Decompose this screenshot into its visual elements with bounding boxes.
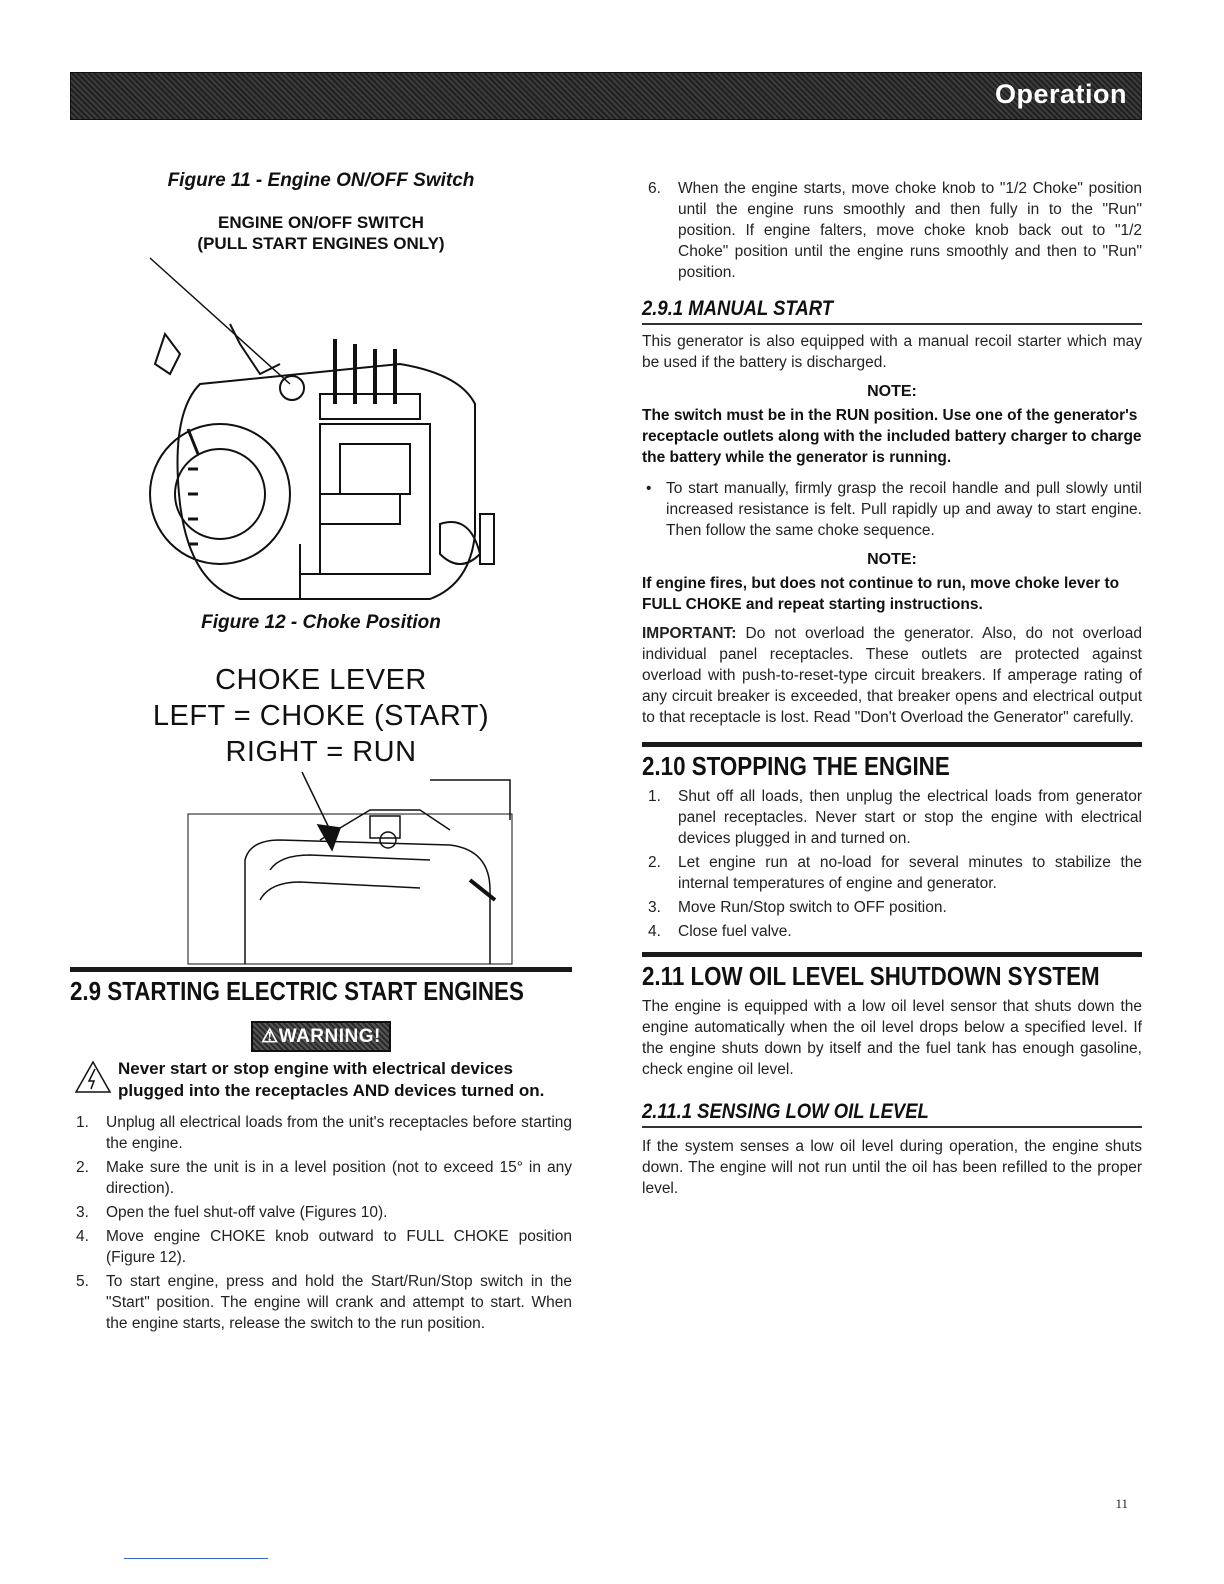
section-rule <box>642 952 1142 957</box>
start-steps-list <box>70 1112 572 1334</box>
list-item: 1. Unplug all electrical loads from the unit's receptacles before starting the engine. <box>76 1114 572 1152</box>
left-column <box>70 170 572 1337</box>
note-text: The switch must be in the RUN position. Use one of the generator's receptacle outlets along with the included battery charger to charge the battery while the generator is running. <box>642 407 1142 466</box>
list-item: 4. Move engine CHOKE knob outward to FULL CHOKE position (Figure 12). <box>76 1228 572 1266</box>
section-2-9-heading: 2.9 STARTING ELECTRIC START ENGINES <box>70 976 524 1006</box>
section-rule <box>642 742 1142 747</box>
note-text: If engine fires, but does not continue to run, move choke lever to FULL CHOKE and repeat starting instructions. <box>642 575 1120 613</box>
stop-steps-list <box>642 786 1142 942</box>
warning-text: Never start or stop engine with electrical devices plugged into the receptacles AND devices turned on. <box>118 1059 545 1100</box>
list-item: 6. When the engine starts, move choke knob to "1/2 Choke" position until the engine runs smoothly and then fully in to the "Run" position. If engine falters, move choke knob back out to "1/2 Choke" position until the engine runs smoothly and then to "Run" position. <box>648 180 1142 281</box>
section-rule <box>70 967 572 972</box>
warning-message <box>74 1058 572 1102</box>
sensing-low-oil-body: If the system senses a low oil level during operation, the engine shuts down. The engine will not run until the oil has been refilled to the proper level. <box>642 1138 1142 1197</box>
step-6-list <box>642 178 1142 283</box>
section-2-10-heading: 2.10 STOPPING THE ENGINE <box>642 751 950 781</box>
choke-lever-label <box>70 662 572 770</box>
footer-line <box>124 1558 268 1559</box>
note-label: NOTE: <box>867 383 917 400</box>
right-column <box>642 178 1142 1199</box>
warning-badge-wrap <box>70 1021 572 1052</box>
choke-illustration <box>70 770 572 965</box>
engine-illustration <box>70 254 572 606</box>
list-item: 4. Close fuel valve. <box>648 923 792 940</box>
choke-line-1: CHOKE LEVER <box>215 664 427 696</box>
list-item: 3. Open the fuel shut-off valve (Figures 10). <box>76 1204 388 1221</box>
important-paragraph: IMPORTANT: Do not overload the generator. Also, do not overload individual panel receptacles. These outlets are protected against overload with push-to-reset-type circuit breakers. If amperage rating of any circuit breaker is exceeded, that breaker opens and electrical output to that receptacle is lost. Read "Don't Overload the Generator" carefully. <box>642 625 1142 726</box>
engine-switch-callout <box>70 212 572 254</box>
page-number: 11 <box>1115 1496 1128 1511</box>
banner-title: Operation <box>994 79 1127 109</box>
bullet-mark: • <box>646 480 652 497</box>
subsection-2-11-1-heading: 2.11.1 SENSING LOW OIL LEVEL <box>642 1100 1142 1128</box>
important-label: IMPORTANT: <box>642 625 737 642</box>
list-item: 2. Let engine run at no-load for several minutes to stabilize the internal temperatures of engine and generator. <box>648 854 1142 892</box>
warning-badge: ⚠WARNING! <box>251 1021 391 1052</box>
figure-12-caption: Figure 12 - Choke Position <box>201 612 441 633</box>
manual-start-body: This generator is also equipped with a manual recoil starter which may be used if the battery is discharged. <box>642 333 1142 371</box>
list-item: 5. To start engine, press and hold the Start/Run/Stop switch in the "Start" position. The engine will crank and attempt to start. When the engine starts, release the switch to the run position. <box>76 1273 572 1332</box>
choke-line-2: LEFT = CHOKE (START) <box>152 700 490 732</box>
section-banner <box>70 72 1142 120</box>
list-item: 1. Shut off all loads, then unplug the electrical loads from generator panel receptacles. Never start or stop the engine with electrical devices plugged in and turned on. <box>648 788 1142 847</box>
note-label: NOTE: <box>867 551 917 568</box>
list-item: 3. Move Run/Stop switch to OFF position. <box>648 899 947 916</box>
warning-triangle-icon <box>74 1060 112 1094</box>
list-item: • To start manually, firmly grasp the recoil handle and pull slowly until increased resistance is felt. Pull rapidly up and away to start engine. Then follow the same choke sequence. <box>646 480 1142 539</box>
callout-line-2: (PULL START ENGINES ONLY) <box>197 234 445 253</box>
callout-line-1: ENGINE ON/OFF SWITCH <box>218 213 424 232</box>
figure-11-caption: Figure 11 - Engine ON/OFF Switch <box>167 170 475 191</box>
low-oil-body: The engine is equipped with a low oil level sensor that shuts down the engine automatically when the oil level drops below a specified level. If the engine shuts down by itself and the fuel tank has enough gasoline, check engine oil level. <box>642 998 1142 1078</box>
choke-line-3: RIGHT = RUN <box>225 736 417 768</box>
section-2-11-heading: 2.11 LOW OIL LEVEL SHUTDOWN SYSTEM <box>642 961 1100 991</box>
list-item: 2. Make sure the unit is in a level position (not to exceed 15° in any direction). <box>76 1159 572 1197</box>
subsection-2-9-1-heading: 2.9.1 MANUAL START <box>642 297 1142 325</box>
